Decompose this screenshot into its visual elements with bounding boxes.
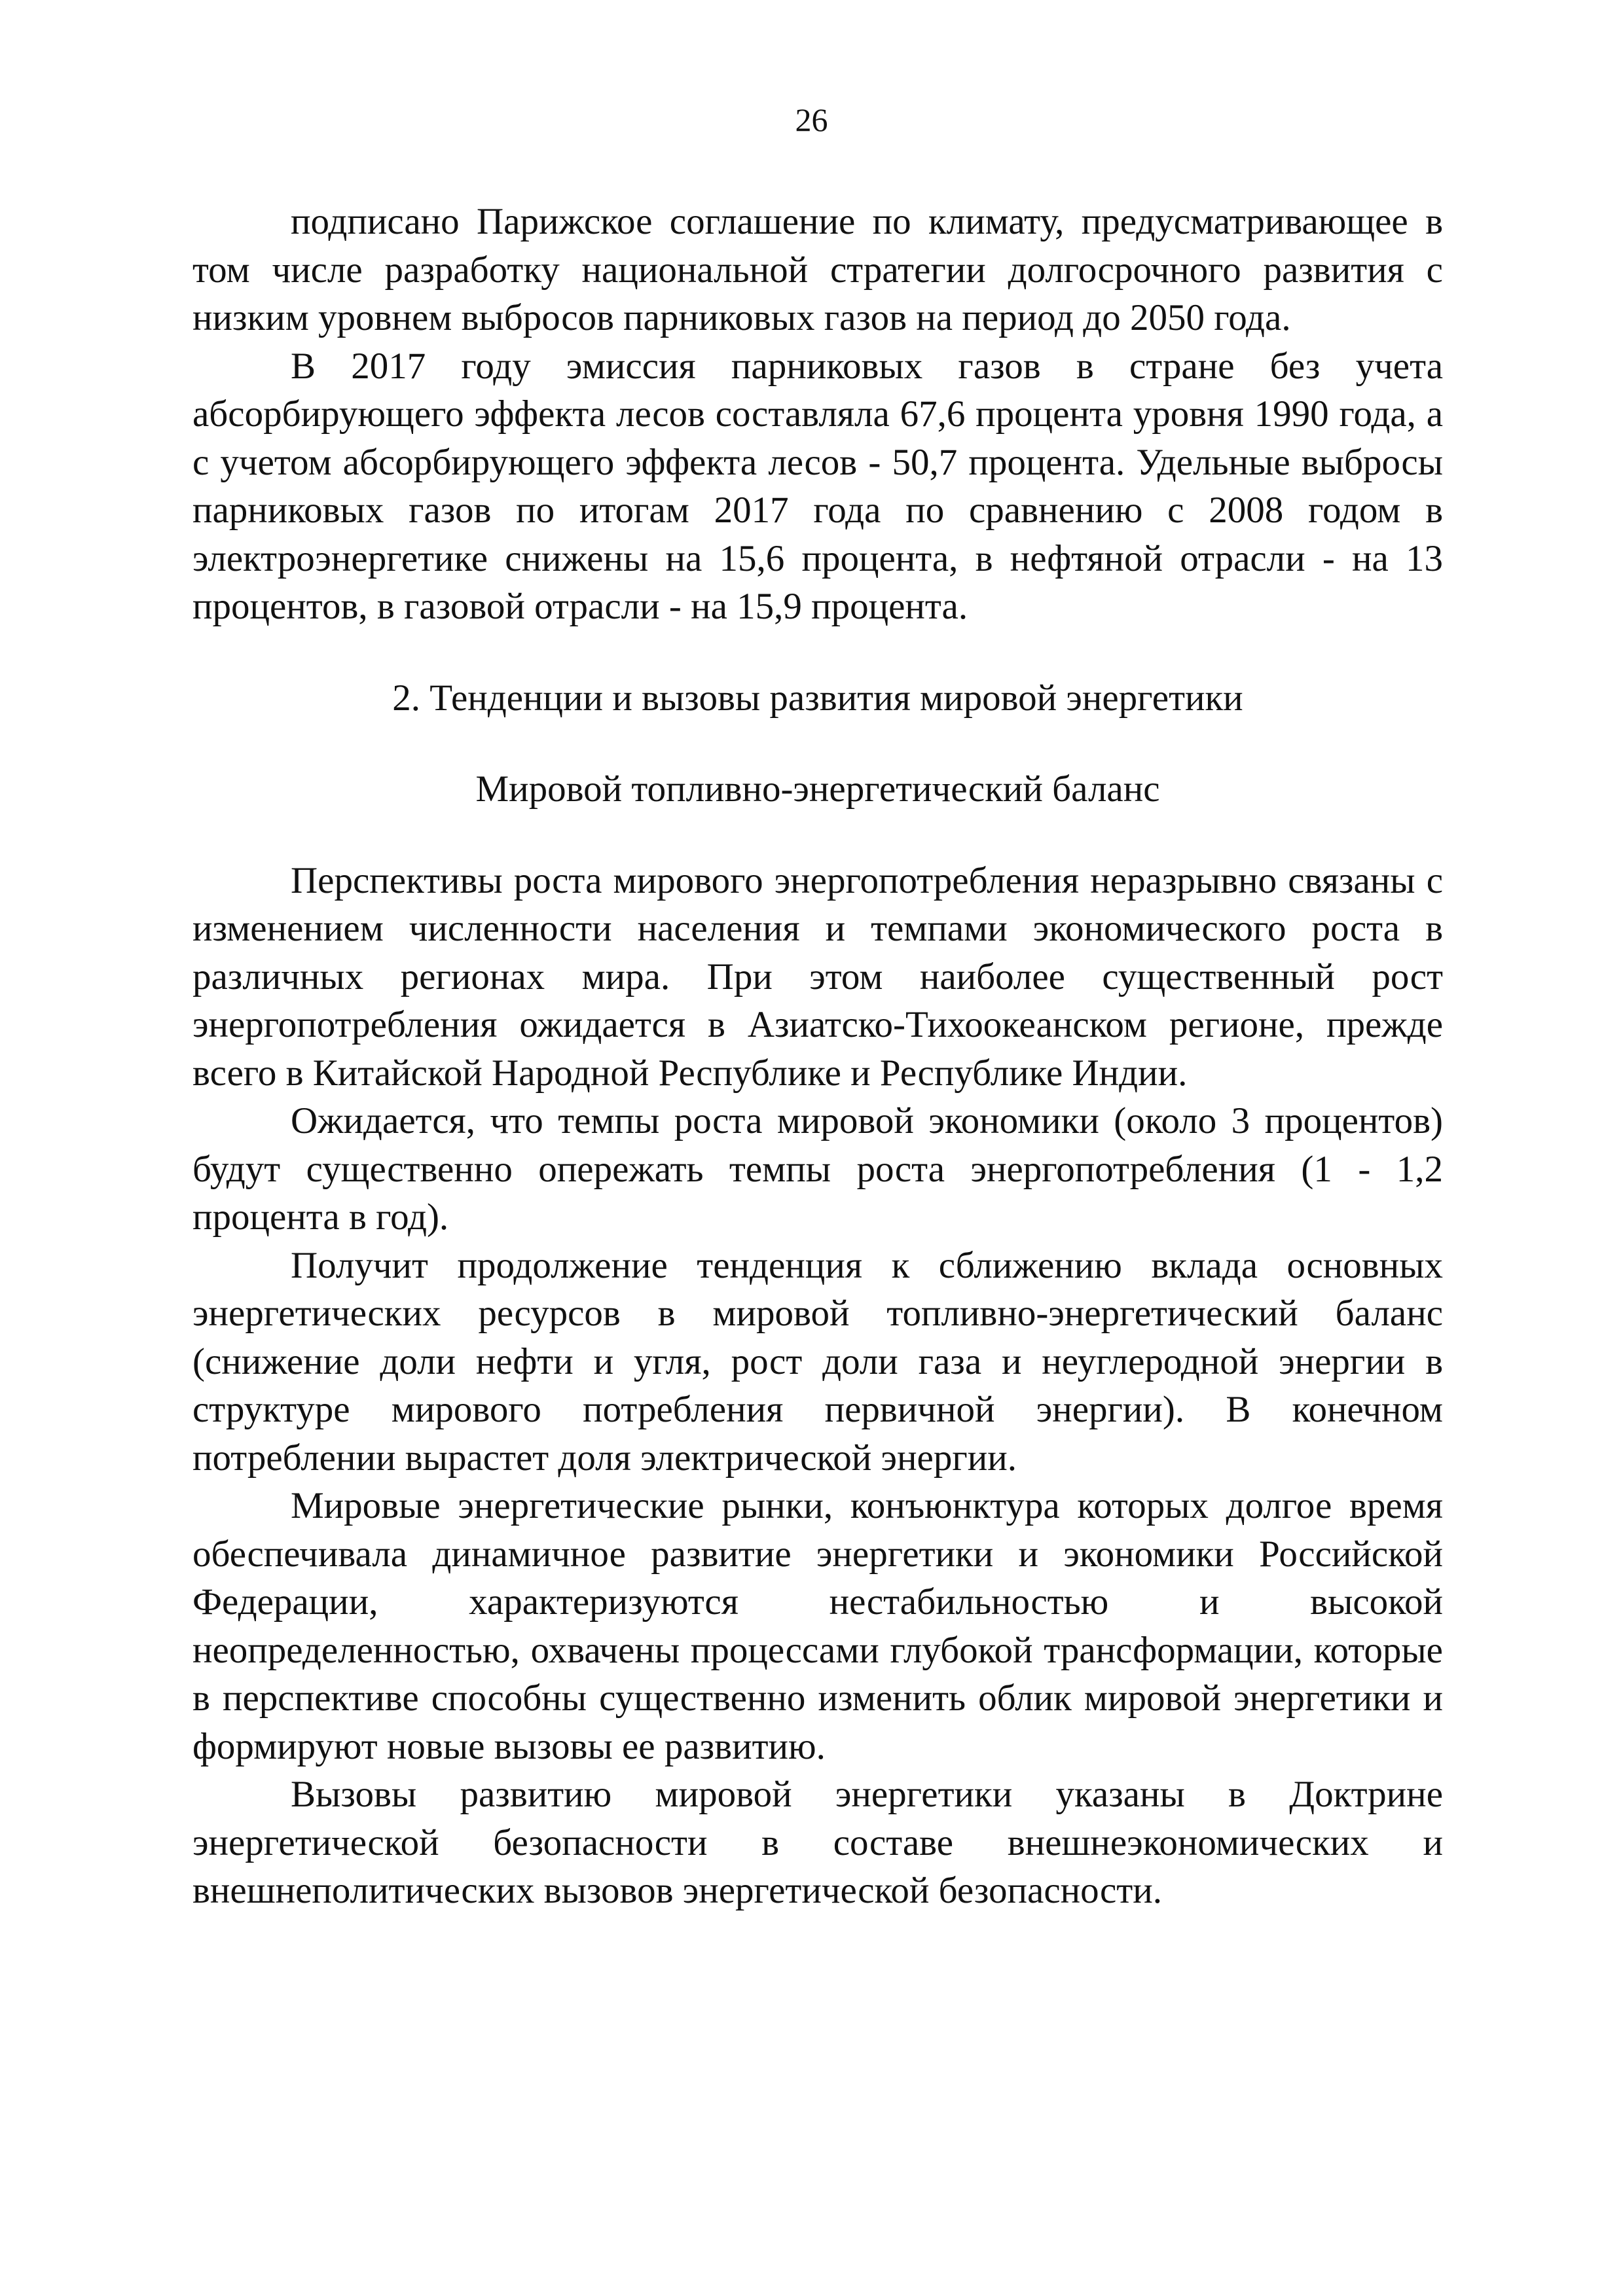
paragraph-economy-growth: Ожидается, что темпы роста мировой экономики (около 3 процентов) будут существенно опережать темпы роста энергопотребления (1 - 1,2 процента в год).	[192, 1100, 1443, 1238]
paragraph-energy-challenges: Вызовы развитию мировой энергетики указаны в Доктрине энергетической безопасности в составе внешнеэкономических и внешнеполитических вызовов энергетической безопасности.	[192, 1774, 1443, 1911]
subsection-heading: Мировой топливно-энергетический баланс	[475, 768, 1160, 810]
paragraph-energy-balance-trend: Получит продолжение тенденция к сближению вклада основных энергетических ресурсов в мировой топливно-энергетический баланс (снижение доли нефти и угля, рост доли газа и неуглеродной энергии в структуре мирового потребления первичной энергии). В конечном потреблении вырастет доля электрической энергии.	[192, 1244, 1443, 1479]
paragraph-emissions: В 2017 году эмиссия парниковых газов в стране без учета абсорбирующего эффекта лесов составляла 67,6 процента уровня 1990 года, а с учетом абсорбирующего эффекта лесов - 50,7 процента. Удельные выбросы парниковых газов по итогам 2017 года по сравнению с 2008 годом в электроэнергетике снижены на 15,6 процента, в нефтяной отрасли - на 13 процентов, в газовой отрасли - на 15,9 процента.	[192, 345, 1443, 627]
section-heading: 2. Тенденции и вызовы развития мировой энергетики	[392, 677, 1243, 719]
document-body	[192, 198, 1443, 1915]
page-number: 26	[795, 101, 828, 138]
paragraph-energy-consumption-prospects: Перспективы роста мирового энергопотребления неразрывно связаны с изменением численности населения и темпами экономического роста в различных регионах мира. При этом наиболее существенный рост энергопотребления ожидается в Азиатско-Тихоокеанском регионе, прежде всего в Китайской Народной Республике и Республике Индии.	[192, 859, 1443, 1094]
paragraph-energy-markets: Мировые энергетические рынки, конъюнктура которых долгое время обеспечивала динамичное развитие энергетики и экономики Российской Федерации, характеризуются нестабильностью и высокой неопределенностью, охвачены процессами глубокой трансформации, которые в перспективе способны существенно изменить облик мировой энергетики и формируют новые вызовы ее развитию.	[192, 1485, 1443, 1767]
paragraph-continuation: подписано Парижское соглашение по климату, предусматривающее в том числе разработку национальной стратегии долгосрочного развития с низким уровнем выбросов парниковых газов на период до 2050 года.	[192, 201, 1443, 338]
